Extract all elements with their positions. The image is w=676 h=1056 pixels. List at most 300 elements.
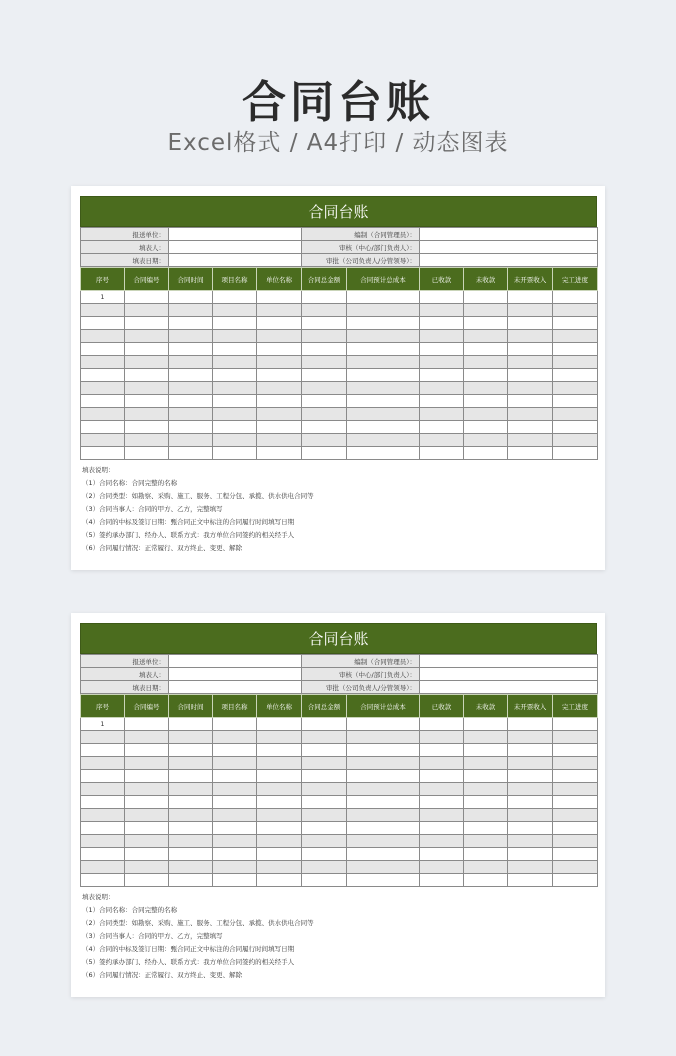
table-cell[interactable] <box>125 809 169 822</box>
table-cell[interactable] <box>257 330 302 343</box>
table-cell[interactable] <box>213 356 257 369</box>
table-cell[interactable] <box>213 343 257 356</box>
table-cell[interactable] <box>257 447 302 460</box>
table-cell[interactable] <box>81 731 125 744</box>
table-cell[interactable] <box>125 317 169 330</box>
table-cell[interactable] <box>302 291 347 304</box>
table-cell[interactable] <box>257 835 302 848</box>
table-cell[interactable] <box>213 395 257 408</box>
table-cell[interactable] <box>347 809 420 822</box>
table-cell[interactable] <box>464 770 508 783</box>
table-cell[interactable] <box>169 369 213 382</box>
table-cell[interactable] <box>257 718 302 731</box>
table-cell[interactable] <box>81 408 125 421</box>
table-cell[interactable] <box>302 731 347 744</box>
table-cell[interactable] <box>302 796 347 809</box>
table-cell[interactable] <box>508 447 553 460</box>
table-cell[interactable] <box>302 783 347 796</box>
table-cell[interactable] <box>347 874 420 887</box>
info-value-cell[interactable] <box>420 254 598 267</box>
table-cell[interactable] <box>81 783 125 796</box>
table-cell[interactable] <box>169 770 213 783</box>
table-cell[interactable] <box>169 835 213 848</box>
table-cell[interactable] <box>257 822 302 835</box>
table-cell[interactable] <box>347 848 420 861</box>
table-cell[interactable] <box>553 395 598 408</box>
table-cell[interactable] <box>169 718 213 731</box>
table-cell[interactable] <box>508 835 553 848</box>
table-cell[interactable] <box>347 343 420 356</box>
table-cell[interactable] <box>508 822 553 835</box>
table-cell[interactable] <box>169 304 213 317</box>
table-cell[interactable] <box>125 369 169 382</box>
table-cell[interactable] <box>213 770 257 783</box>
table-cell[interactable] <box>464 783 508 796</box>
table-cell[interactable] <box>553 874 598 887</box>
table-cell[interactable] <box>81 395 125 408</box>
info-value-cell[interactable] <box>169 655 302 668</box>
info-value-cell[interactable] <box>420 655 598 668</box>
table-cell[interactable] <box>508 421 553 434</box>
table-cell[interactable] <box>257 291 302 304</box>
table-cell[interactable] <box>347 796 420 809</box>
table-cell[interactable] <box>125 796 169 809</box>
table-cell[interactable] <box>81 874 125 887</box>
table-cell[interactable] <box>125 757 169 770</box>
table-cell[interactable] <box>508 809 553 822</box>
table-cell[interactable] <box>213 731 257 744</box>
table-cell[interactable] <box>420 757 464 770</box>
table-cell[interactable] <box>213 744 257 757</box>
table-cell[interactable] <box>213 822 257 835</box>
table-cell[interactable] <box>347 770 420 783</box>
table-cell[interactable] <box>302 395 347 408</box>
table-cell[interactable] <box>125 421 169 434</box>
table-cell[interactable] <box>420 835 464 848</box>
table-cell[interactable] <box>508 291 553 304</box>
table-cell[interactable] <box>553 343 598 356</box>
table-cell[interactable] <box>257 317 302 330</box>
table-cell[interactable] <box>257 395 302 408</box>
table-cell[interactable] <box>169 291 213 304</box>
table-cell[interactable] <box>553 809 598 822</box>
table-cell[interactable] <box>257 770 302 783</box>
table-cell[interactable] <box>302 434 347 447</box>
table-cell[interactable] <box>347 447 420 460</box>
table-cell[interactable] <box>302 369 347 382</box>
table-cell[interactable] <box>553 822 598 835</box>
info-value-cell[interactable] <box>420 241 598 254</box>
table-cell[interactable] <box>81 822 125 835</box>
table-cell[interactable] <box>508 731 553 744</box>
table-cell[interactable] <box>257 783 302 796</box>
table-cell[interactable] <box>302 835 347 848</box>
table-cell[interactable] <box>420 822 464 835</box>
table-cell[interactable] <box>347 421 420 434</box>
table-cell[interactable] <box>213 783 257 796</box>
table-cell[interactable] <box>213 757 257 770</box>
table-cell[interactable] <box>347 304 420 317</box>
table-cell[interactable] <box>464 744 508 757</box>
table-cell[interactable] <box>302 874 347 887</box>
table-cell[interactable] <box>257 421 302 434</box>
table-cell[interactable] <box>420 731 464 744</box>
table-cell[interactable] <box>508 757 553 770</box>
table-cell[interactable] <box>81 447 125 460</box>
table-cell[interactable] <box>464 861 508 874</box>
table-cell[interactable] <box>508 382 553 395</box>
table-cell[interactable] <box>420 718 464 731</box>
table-cell[interactable] <box>125 356 169 369</box>
table-cell[interactable] <box>257 382 302 395</box>
table-cell[interactable] <box>420 874 464 887</box>
table-cell[interactable] <box>420 291 464 304</box>
table-cell[interactable] <box>464 822 508 835</box>
table-cell[interactable] <box>125 835 169 848</box>
table-cell[interactable] <box>420 408 464 421</box>
table-cell[interactable] <box>420 744 464 757</box>
table-cell[interactable] <box>420 343 464 356</box>
table-cell[interactable] <box>81 421 125 434</box>
table-cell[interactable] <box>302 408 347 421</box>
table-cell[interactable] <box>508 395 553 408</box>
table-cell[interactable] <box>81 744 125 757</box>
table-cell[interactable] <box>302 343 347 356</box>
table-cell[interactable] <box>125 382 169 395</box>
table-cell[interactable] <box>302 356 347 369</box>
table-cell[interactable] <box>508 356 553 369</box>
table-cell[interactable] <box>213 421 257 434</box>
table-cell[interactable] <box>508 408 553 421</box>
table-cell[interactable] <box>347 861 420 874</box>
table-cell[interactable] <box>169 382 213 395</box>
info-value-cell[interactable] <box>169 681 302 694</box>
table-cell[interactable] <box>420 861 464 874</box>
table-cell[interactable] <box>257 796 302 809</box>
table-cell[interactable] <box>420 330 464 343</box>
table-cell[interactable] <box>257 809 302 822</box>
table-cell[interactable] <box>213 304 257 317</box>
table-cell[interactable] <box>169 447 213 460</box>
table-cell[interactable] <box>420 369 464 382</box>
table-cell[interactable] <box>125 408 169 421</box>
table-cell[interactable] <box>302 317 347 330</box>
table-cell[interactable] <box>81 434 125 447</box>
table-cell[interactable] <box>81 382 125 395</box>
table-cell[interactable] <box>553 369 598 382</box>
table-cell[interactable] <box>508 330 553 343</box>
table-cell[interactable] <box>553 356 598 369</box>
table-cell[interactable] <box>464 757 508 770</box>
table-cell[interactable] <box>553 434 598 447</box>
table-cell[interactable] <box>508 317 553 330</box>
table-cell[interactable] <box>125 783 169 796</box>
table-cell[interactable] <box>81 835 125 848</box>
table-cell[interactable] <box>420 447 464 460</box>
table-cell[interactable] <box>213 718 257 731</box>
table-cell[interactable] <box>169 356 213 369</box>
table-cell[interactable] <box>553 291 598 304</box>
table-cell[interactable] <box>169 330 213 343</box>
table-cell[interactable] <box>347 408 420 421</box>
table-cell[interactable] <box>464 874 508 887</box>
table-cell[interactable] <box>420 317 464 330</box>
column-header-unit-name: 单位名称 <box>257 268 302 291</box>
table-cell[interactable] <box>213 848 257 861</box>
table-cell[interactable] <box>81 304 125 317</box>
table-cell[interactable] <box>302 330 347 343</box>
table-cell[interactable] <box>213 809 257 822</box>
table-cell[interactable] <box>347 744 420 757</box>
table-cell[interactable] <box>213 874 257 887</box>
table-cell[interactable] <box>347 434 420 447</box>
table-cell[interactable] <box>347 382 420 395</box>
table-cell[interactable] <box>464 796 508 809</box>
table-cell[interactable]: 1 <box>81 291 125 304</box>
table-cell[interactable] <box>169 757 213 770</box>
table-cell[interactable] <box>213 835 257 848</box>
table-cell[interactable] <box>508 744 553 757</box>
table-cell[interactable] <box>125 304 169 317</box>
table-cell[interactable] <box>302 861 347 874</box>
table-cell[interactable] <box>553 848 598 861</box>
table-cell[interactable] <box>464 291 508 304</box>
table-cell[interactable] <box>464 356 508 369</box>
table-cell[interactable] <box>213 317 257 330</box>
table-cell[interactable] <box>464 434 508 447</box>
table-cell[interactable] <box>464 809 508 822</box>
table-cell[interactable] <box>81 796 125 809</box>
table-cell[interactable] <box>125 343 169 356</box>
table-cell[interactable] <box>169 809 213 822</box>
table-cell[interactable] <box>125 718 169 731</box>
table-cell[interactable] <box>508 343 553 356</box>
table-cell[interactable] <box>169 408 213 421</box>
table-cell[interactable] <box>257 731 302 744</box>
table-cell[interactable] <box>257 874 302 887</box>
table-cell[interactable] <box>420 848 464 861</box>
info-value-cell[interactable] <box>169 241 302 254</box>
table-cell[interactable] <box>347 330 420 343</box>
table-cell[interactable] <box>81 848 125 861</box>
table-cell[interactable] <box>420 770 464 783</box>
table-cell[interactable] <box>553 861 598 874</box>
table-cell[interactable] <box>347 731 420 744</box>
table-cell[interactable] <box>347 757 420 770</box>
table-cell[interactable] <box>508 874 553 887</box>
table-cell[interactable] <box>169 731 213 744</box>
table-cell[interactable] <box>420 356 464 369</box>
table-cell[interactable] <box>213 330 257 343</box>
table-cell[interactable] <box>464 330 508 343</box>
table-cell[interactable] <box>508 783 553 796</box>
table-cell[interactable] <box>553 770 598 783</box>
table-cell[interactable] <box>347 291 420 304</box>
table-cell[interactable] <box>464 731 508 744</box>
table-cell[interactable] <box>464 421 508 434</box>
table-cell[interactable] <box>553 408 598 421</box>
table-cell[interactable] <box>81 330 125 343</box>
table-cell[interactable] <box>169 434 213 447</box>
table-cell[interactable] <box>553 447 598 460</box>
table-cell[interactable] <box>81 317 125 330</box>
table-cell[interactable] <box>347 835 420 848</box>
table-cell[interactable] <box>302 744 347 757</box>
table-cell[interactable] <box>464 408 508 421</box>
table-cell[interactable] <box>257 356 302 369</box>
table-cell[interactable] <box>553 718 598 731</box>
table-cell[interactable] <box>508 718 553 731</box>
table-cell[interactable] <box>125 822 169 835</box>
table-cell[interactable] <box>81 757 125 770</box>
table-cell[interactable] <box>508 848 553 861</box>
table-cell[interactable] <box>257 434 302 447</box>
table-cell[interactable] <box>420 395 464 408</box>
table-cell[interactable] <box>213 796 257 809</box>
table-cell[interactable] <box>508 434 553 447</box>
table-cell[interactable] <box>553 796 598 809</box>
table-cell[interactable] <box>125 447 169 460</box>
table-cell[interactable] <box>257 304 302 317</box>
table-cell[interactable] <box>213 861 257 874</box>
table-cell[interactable] <box>508 770 553 783</box>
table-cell[interactable] <box>81 343 125 356</box>
info-value-cell[interactable] <box>420 668 598 681</box>
table-cell[interactable] <box>302 447 347 460</box>
table-cell[interactable] <box>169 783 213 796</box>
table-cell[interactable] <box>347 356 420 369</box>
table-cell[interactable] <box>169 395 213 408</box>
table-cell[interactable] <box>553 421 598 434</box>
table-cell[interactable] <box>508 369 553 382</box>
info-row <box>81 681 598 694</box>
table-cell[interactable] <box>257 848 302 861</box>
table-cell[interactable] <box>81 861 125 874</box>
table-cell[interactable] <box>302 304 347 317</box>
table-cell[interactable] <box>169 421 213 434</box>
table-cell[interactable] <box>553 382 598 395</box>
table-cell[interactable] <box>169 343 213 356</box>
table-cell[interactable] <box>169 822 213 835</box>
table-cell[interactable] <box>508 861 553 874</box>
table-cell[interactable] <box>302 809 347 822</box>
table-cell[interactable] <box>302 718 347 731</box>
table-cell[interactable] <box>125 434 169 447</box>
table-cell[interactable] <box>347 369 420 382</box>
table-cell[interactable] <box>81 356 125 369</box>
table-cell[interactable] <box>125 291 169 304</box>
table-cell[interactable] <box>420 783 464 796</box>
table-cell[interactable] <box>169 744 213 757</box>
table-cell[interactable] <box>420 382 464 395</box>
table-cell[interactable] <box>347 395 420 408</box>
table-cell[interactable] <box>553 835 598 848</box>
table-cell[interactable] <box>302 770 347 783</box>
table-cell[interactable] <box>302 421 347 434</box>
table-cell[interactable] <box>464 317 508 330</box>
table-cell[interactable] <box>169 874 213 887</box>
table-cell[interactable] <box>125 330 169 343</box>
info-value-cell[interactable] <box>169 254 302 267</box>
table-cell[interactable] <box>464 343 508 356</box>
table-cell[interactable] <box>420 304 464 317</box>
table-cell[interactable] <box>347 783 420 796</box>
table-cell[interactable] <box>125 874 169 887</box>
table-cell[interactable] <box>302 848 347 861</box>
table-cell[interactable] <box>420 434 464 447</box>
table-cell[interactable] <box>125 861 169 874</box>
table-cell[interactable] <box>464 447 508 460</box>
table-cell[interactable] <box>553 731 598 744</box>
table-cell[interactable] <box>169 848 213 861</box>
table-cell[interactable] <box>464 304 508 317</box>
table-cell[interactable] <box>81 369 125 382</box>
table-cell[interactable] <box>213 291 257 304</box>
table-cell[interactable] <box>420 796 464 809</box>
table-cell[interactable] <box>257 343 302 356</box>
table-cell[interactable] <box>420 421 464 434</box>
table-cell[interactable] <box>125 731 169 744</box>
table-cell[interactable] <box>257 369 302 382</box>
table-cell[interactable] <box>347 718 420 731</box>
table-cell[interactable] <box>347 317 420 330</box>
table-cell[interactable] <box>420 809 464 822</box>
table-cell[interactable] <box>213 447 257 460</box>
table-cell[interactable] <box>81 770 125 783</box>
table-cell[interactable] <box>81 809 125 822</box>
table-cell[interactable] <box>464 395 508 408</box>
table-cell[interactable] <box>213 434 257 447</box>
table-cell[interactable] <box>125 744 169 757</box>
info-value-cell[interactable] <box>169 228 302 241</box>
table-cell[interactable] <box>257 744 302 757</box>
table-cell[interactable] <box>347 822 420 835</box>
info-value-cell[interactable] <box>169 668 302 681</box>
table-cell[interactable] <box>257 757 302 770</box>
table-cell[interactable] <box>169 861 213 874</box>
table-cell[interactable] <box>553 304 598 317</box>
table-cell[interactable] <box>464 718 508 731</box>
table-cell[interactable] <box>257 861 302 874</box>
table-cell[interactable] <box>508 304 553 317</box>
table-cell[interactable] <box>464 848 508 861</box>
table-cell[interactable] <box>169 317 213 330</box>
table-cell[interactable] <box>213 369 257 382</box>
table-cell[interactable] <box>464 382 508 395</box>
info-value-cell[interactable] <box>420 681 598 694</box>
table-cell[interactable] <box>553 757 598 770</box>
table-cell[interactable] <box>257 408 302 421</box>
table-cell[interactable]: 1 <box>81 718 125 731</box>
table-cell[interactable] <box>213 382 257 395</box>
table-cell[interactable] <box>553 744 598 757</box>
table-cell[interactable] <box>464 369 508 382</box>
table-cell[interactable] <box>553 317 598 330</box>
table-cell[interactable] <box>302 822 347 835</box>
table-cell[interactable] <box>302 757 347 770</box>
table-cell[interactable] <box>553 783 598 796</box>
table-cell[interactable] <box>508 796 553 809</box>
table-cell[interactable] <box>553 330 598 343</box>
table-cell[interactable] <box>464 835 508 848</box>
table-cell[interactable] <box>125 848 169 861</box>
table-cell[interactable] <box>302 382 347 395</box>
table-cell[interactable] <box>125 770 169 783</box>
table-cell[interactable] <box>125 395 169 408</box>
table-cell[interactable] <box>169 796 213 809</box>
info-value-cell[interactable] <box>420 228 598 241</box>
table-cell[interactable] <box>213 408 257 421</box>
